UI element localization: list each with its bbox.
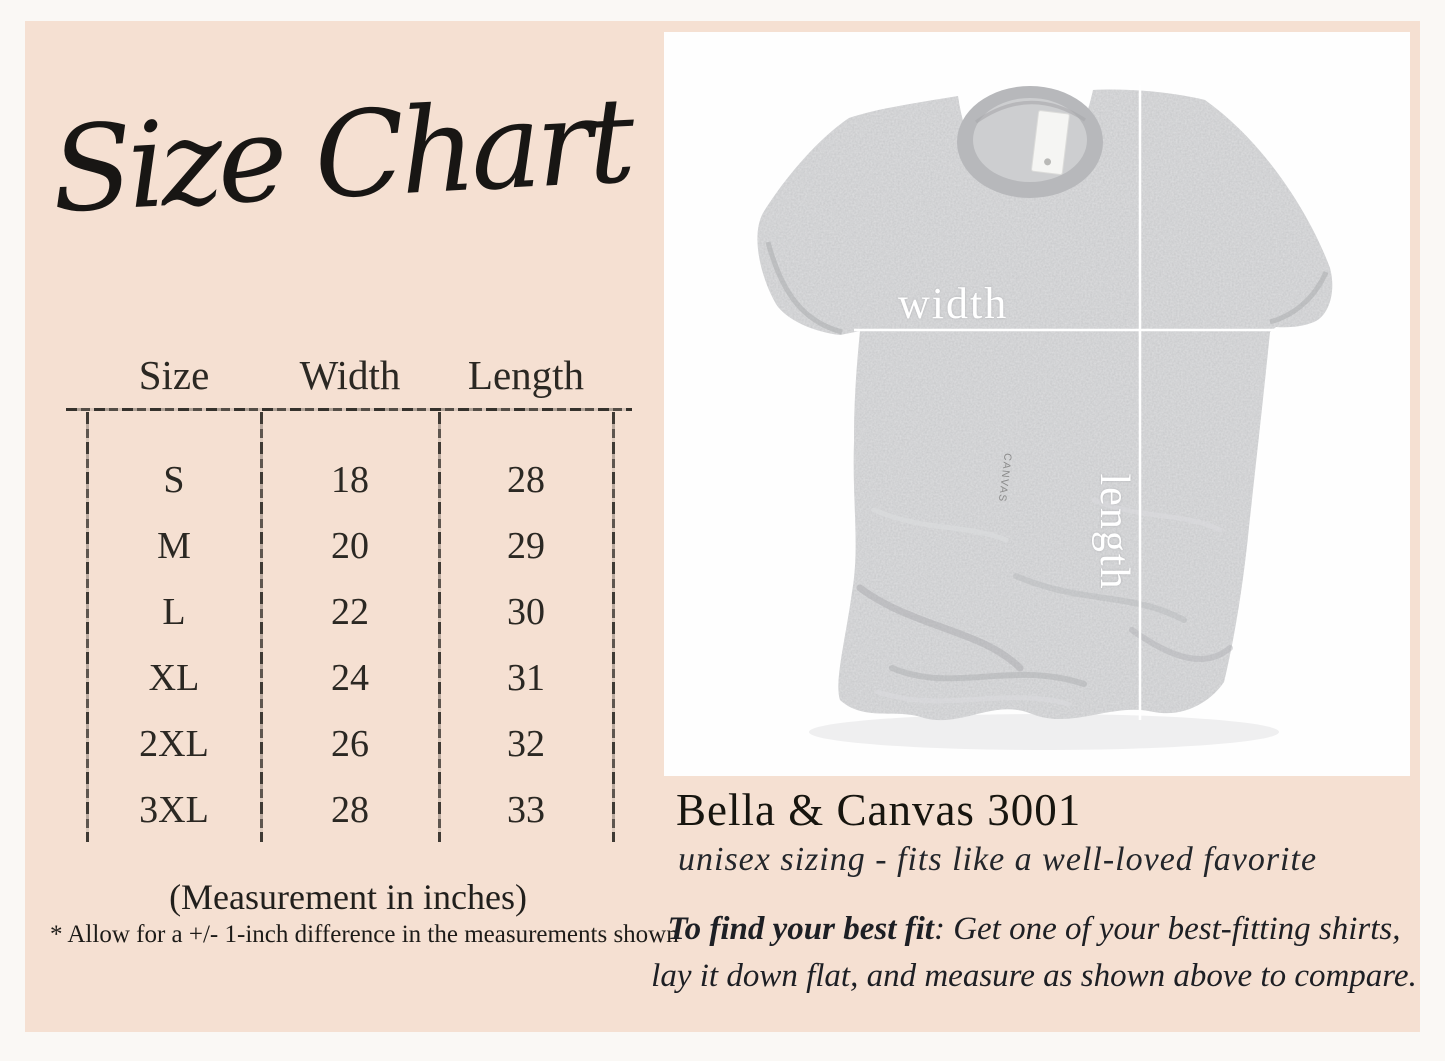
length-cell: 32: [507, 723, 545, 765]
table-row: [68, 777, 628, 843]
fit-instructions-line2: lay it down flat, and measure as shown above to compare.: [651, 958, 1417, 994]
width-cell: 22: [331, 591, 369, 633]
column-header-width: Width: [299, 352, 401, 398]
table-row: [68, 711, 628, 777]
width-cell: 20: [331, 525, 369, 567]
length-label: length: [1091, 473, 1137, 591]
table-header-rule: [66, 408, 632, 411]
fit-instructions-line1: [645, 906, 1423, 953]
tshirt-image: [664, 32, 1410, 776]
table-row: [68, 645, 628, 711]
width-label: width: [898, 279, 1009, 328]
length-cell: 30: [507, 591, 545, 633]
fit-tip-rest: : Get one of your best-fitting shirts,: [933, 911, 1401, 947]
neck-tag-brand: CANVAS: [995, 452, 1014, 504]
shirt-shadow: [809, 714, 1279, 750]
measurement-units-caption: (Measurement in inches): [169, 877, 527, 917]
product-name: Bella & Canvas 3001: [676, 785, 1082, 835]
length-cell: 28: [507, 459, 545, 501]
size-cell: S: [163, 459, 185, 501]
width-cell: 28: [331, 789, 369, 831]
column-header-length: Length: [467, 352, 585, 398]
size-table-header: [68, 340, 628, 410]
size-cell: L: [162, 591, 186, 633]
table-row: [68, 447, 628, 513]
width-cell: 18: [331, 459, 369, 501]
length-cell: 29: [507, 525, 545, 567]
table-row: [68, 513, 628, 579]
fit-instructions: [645, 906, 1423, 1000]
page-title: Size Chart: [48, 71, 634, 240]
column-header-size: Size: [138, 352, 210, 398]
table-row: [68, 579, 628, 645]
size-cell: XL: [148, 657, 200, 699]
size-cell: 2XL: [139, 723, 209, 765]
size-cell: 3XL: [139, 789, 209, 831]
size-cell: M: [157, 525, 191, 567]
width-cell: 24: [331, 657, 369, 699]
tolerance-footnote: * Allow for a +/- 1-inch difference in the measurements shown: [50, 921, 679, 948]
product-photo: [664, 32, 1410, 776]
length-cell: 33: [507, 789, 545, 831]
product-tagline: unisex sizing - fits like a well-loved favorite: [678, 841, 1318, 878]
width-cell: 26: [331, 723, 369, 765]
length-cell: 31: [507, 657, 545, 699]
fit-tip-lead: To find your best fit: [667, 911, 934, 947]
